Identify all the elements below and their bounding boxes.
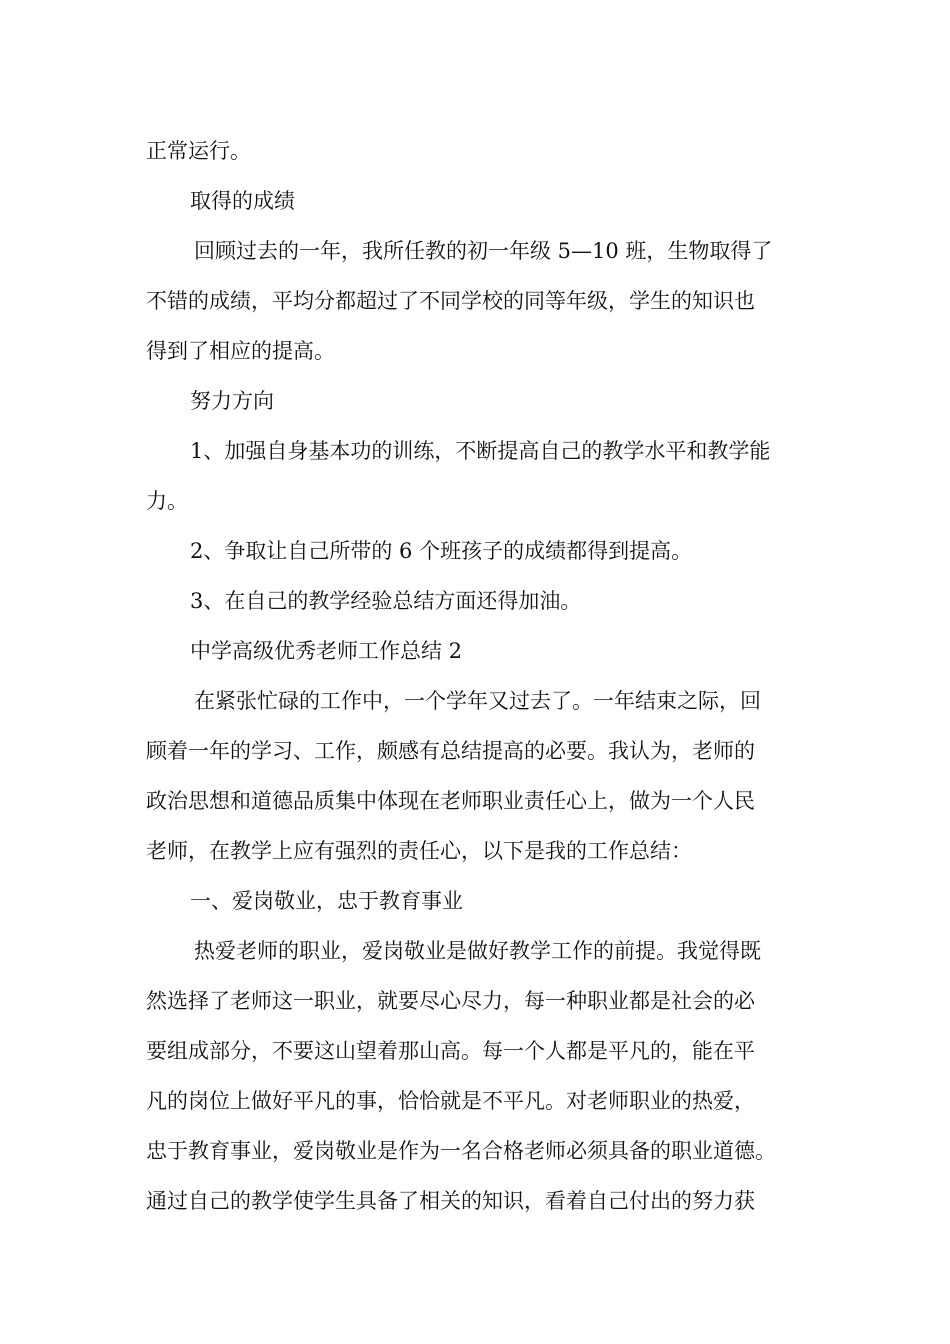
text-line: 凡的岗位上做好平凡的事，恰恰就是不平凡。对老师职业的热爱， — [146, 1089, 755, 1113]
text-line: 正常运行。 — [146, 139, 251, 163]
text-line: 不错的成绩，平均分都超过了不同学校的同等年级，学生的知识也 — [146, 289, 755, 313]
document-title: 中学高级优秀老师工作总结 2 — [190, 639, 463, 663]
text-line: 1、加强自身基本功的训练，不断提高自己的教学水平和教学能 — [190, 439, 771, 463]
text-line: 要组成部分，不要这山望着那山高。每一个人都是平凡的，能在平 — [146, 1039, 755, 1063]
text-line: 然选择了老师这一职业，就要尽心尽力，每一种职业都是社会的必 — [146, 989, 755, 1013]
text-line: 力。 — [146, 489, 188, 513]
text-line: 忠于教育事业，爱岗敬业是作为一名合格老师必须具备的职业道德。 — [146, 1139, 776, 1163]
section-heading: 取得的成绩 — [190, 189, 295, 213]
text-line: 通过自己的教学使学生具备了相关的知识，看着自己付出的努力获 — [146, 1189, 755, 1213]
section-heading: 一、爱岗敬业，忠于教育事业 — [190, 889, 463, 913]
section-heading: 努力方向 — [190, 389, 274, 413]
text-line: 得到了相应的提高。 — [146, 339, 335, 363]
text-line: 热爱老师的职业，爱岗敬业是做好教学工作的前提。我觉得既 — [194, 939, 761, 963]
text-line: 政治思想和道德品质集中体现在老师职业责任心上，做为一个人民 — [146, 789, 755, 813]
text-line: 在紧张忙碌的工作中，一个学年又过去了。一年结束之际，回 — [194, 689, 761, 713]
text-line: 老师，在教学上应有强烈的责任心，以下是我的工作总结： — [146, 839, 692, 863]
text-line: 3、在自己的教学经验总结方面还得加油。 — [190, 589, 582, 613]
text-line: 2、争取让自己所带的 6 个班孩子的成绩都得到提高。 — [190, 539, 693, 563]
text-line: 顾着一年的学习、工作，颇感有总结提高的必要。我认为，老师的 — [146, 739, 755, 763]
text-line: 回顾过去的一年，我所任教的初一年级 5—10 班，生物取得了 — [194, 239, 773, 263]
